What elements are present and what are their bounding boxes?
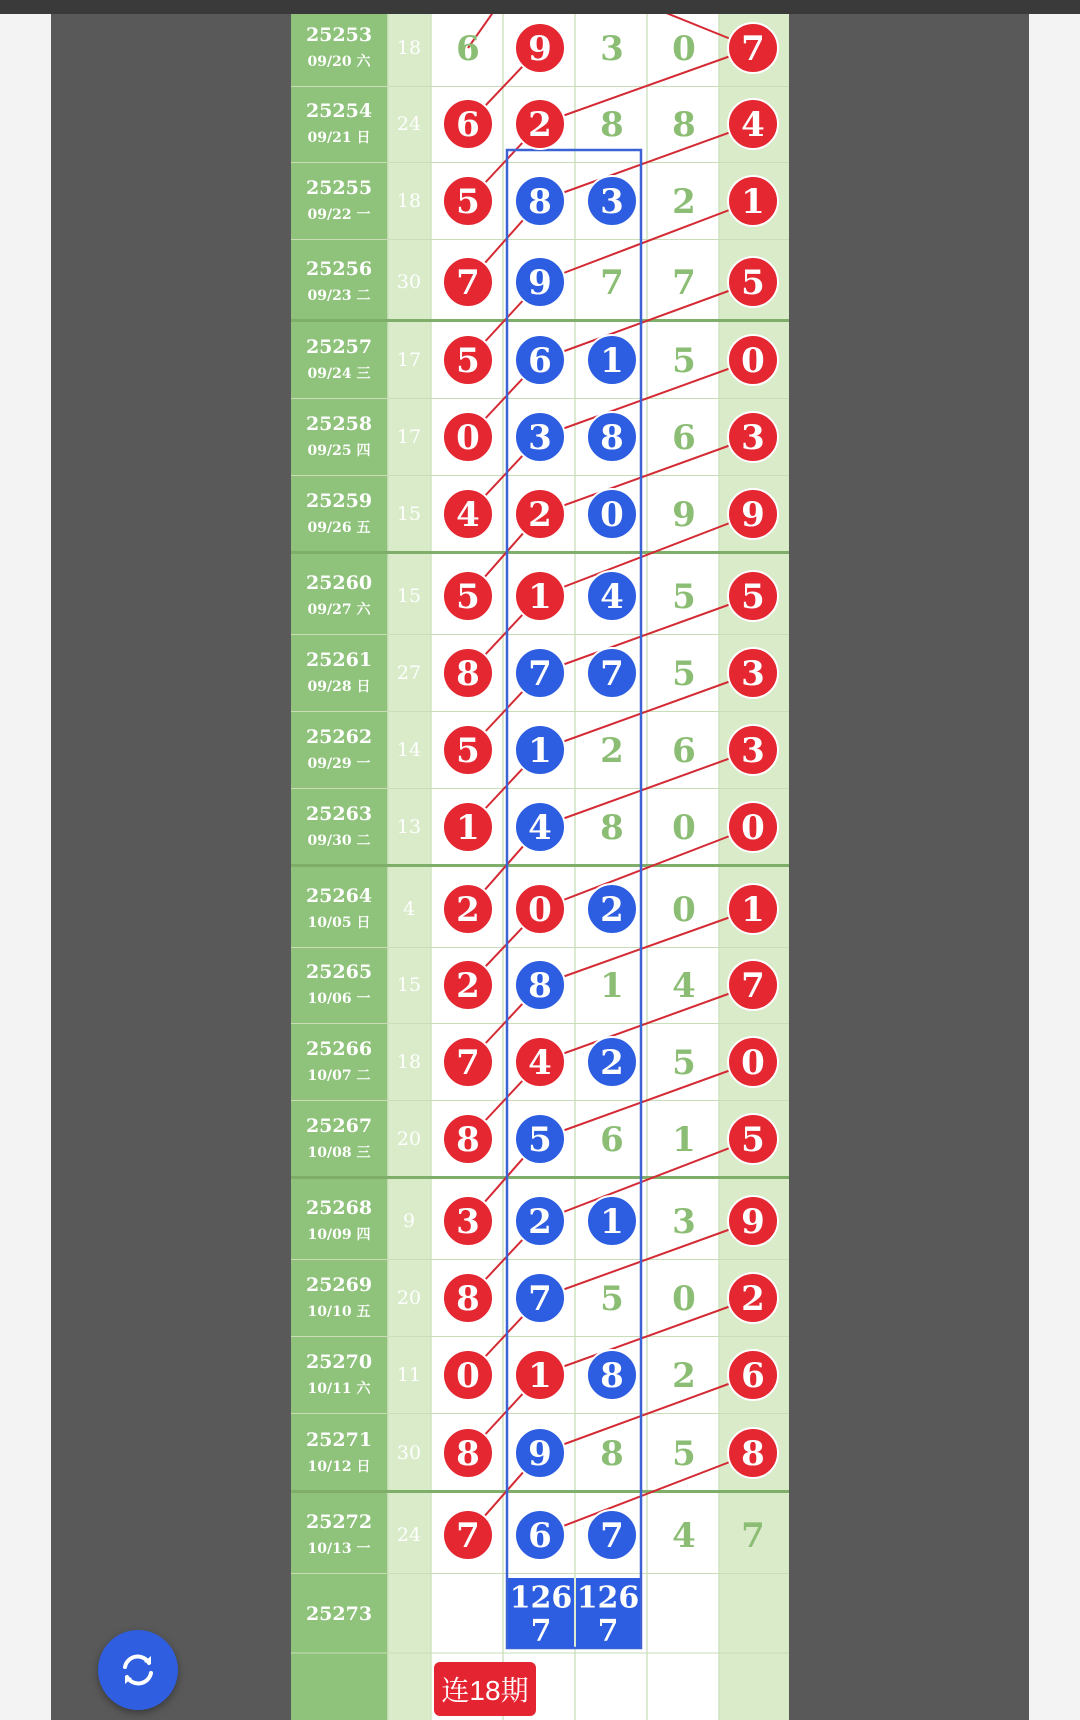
digit-value: 7 <box>600 263 624 303</box>
status-bar <box>0 0 1080 14</box>
digit-value: 5 <box>672 577 696 617</box>
issue-number: 25260 <box>305 572 373 594</box>
digit-value: 0 <box>672 1279 696 1319</box>
digit-value: 5 <box>672 341 696 381</box>
digit-value: 4 <box>672 1516 696 1556</box>
digit-value: 6 <box>600 1120 624 1160</box>
sum-value: 18 <box>396 1051 422 1073</box>
digit-value: 6 <box>672 731 696 771</box>
digit-value: 5 <box>672 1043 696 1083</box>
issue-number: 25269 <box>305 1274 373 1296</box>
ball-digit: 2 <box>528 495 552 535</box>
issue-date: 09/30 二 <box>307 833 371 849</box>
ball-digit: 9 <box>528 29 552 69</box>
ball-digit: 5 <box>528 1120 552 1160</box>
sum-value: 15 <box>396 974 422 996</box>
issue-number: 25265 <box>305 961 373 983</box>
ball-digit: 0 <box>528 890 552 930</box>
digit-value: 0 <box>672 29 696 69</box>
ball-digit: 7 <box>456 1043 480 1083</box>
ball-digit: 7 <box>600 1516 624 1556</box>
ball-digit: 5 <box>456 341 480 381</box>
issue-date: 09/28 日 <box>307 679 371 695</box>
ball-digit: 5 <box>456 731 480 771</box>
ball-digit: 7 <box>600 654 624 694</box>
ball-digit: 1 <box>456 808 480 848</box>
ball-digit: 6 <box>456 105 480 145</box>
digit-value: 3 <box>672 1202 696 1242</box>
ball-digit: 0 <box>741 1043 765 1083</box>
issue-date: 10/08 三 <box>307 1145 371 1161</box>
ball-digit: 7 <box>741 966 765 1006</box>
ball-digit: 8 <box>456 1120 480 1160</box>
ball-digit: 3 <box>456 1202 480 1242</box>
refresh-button[interactable] <box>98 1630 178 1710</box>
digit-value: 0 <box>672 808 696 848</box>
ball-digit: 5 <box>456 182 480 222</box>
digit-value: 2 <box>600 731 624 771</box>
ball-digit: 9 <box>741 495 765 535</box>
digit-value: 1 <box>672 1120 696 1160</box>
issue-number: 25262 <box>305 726 373 748</box>
issue-date: 09/25 四 <box>307 443 371 459</box>
ball-digit: 4 <box>528 1043 552 1083</box>
sum-value: 17 <box>396 426 422 448</box>
ball-digit: 2 <box>741 1279 765 1319</box>
ball-digit: 7 <box>741 29 765 69</box>
issue-number: 25263 <box>305 803 373 825</box>
ball-digit: 8 <box>456 1279 480 1319</box>
ball-digit: 0 <box>741 808 765 848</box>
digit-value: 5 <box>600 1279 624 1319</box>
ball-digit: 7 <box>456 263 480 303</box>
ball-digit: 3 <box>741 731 765 771</box>
sum-value: 13 <box>396 816 422 838</box>
ball-digit: 6 <box>528 1516 552 1556</box>
issue-date: 10/10 五 <box>307 1304 371 1320</box>
ball-digit: 1 <box>600 341 624 381</box>
issue-number: 25267 <box>305 1115 373 1137</box>
ball-digit: 3 <box>528 418 552 458</box>
sum-value: 24 <box>396 1524 422 1546</box>
issue-date: 09/24 三 <box>307 366 371 382</box>
prediction-text: 7 <box>530 1613 552 1649</box>
ball-digit: 2 <box>528 1202 552 1242</box>
issue-date: 10/07 二 <box>307 1068 371 1084</box>
digit-value: 9 <box>672 495 696 535</box>
ball-digit: 7 <box>528 1279 552 1319</box>
sum-value: 15 <box>396 503 422 525</box>
ball-digit: 0 <box>600 495 624 535</box>
ball-digit: 4 <box>600 577 624 617</box>
prediction-text: 126 <box>576 1580 640 1616</box>
digit-value: 2 <box>672 182 696 222</box>
issue-number: 25254 <box>305 100 373 122</box>
issue-date: 09/20 六 <box>307 54 371 70</box>
issue-date: 10/06 一 <box>307 991 371 1007</box>
ball-digit: 4 <box>528 808 552 848</box>
issue-date: 09/26 五 <box>307 520 371 536</box>
sum-value: 17 <box>396 349 422 371</box>
sum-value: 15 <box>396 585 422 607</box>
ball-digit: 9 <box>741 1202 765 1242</box>
ball-digit: 2 <box>600 890 624 930</box>
sum-value: 14 <box>396 739 422 761</box>
issue-date: 09/22 一 <box>307 207 371 223</box>
digit-value: 8 <box>600 1434 624 1474</box>
issue-date: 09/29 一 <box>307 756 371 772</box>
digit-value: 8 <box>600 105 624 145</box>
digit-value: 3 <box>600 29 624 69</box>
issue-date: 10/11 六 <box>307 1381 371 1397</box>
issue-date: 09/21 日 <box>307 130 371 146</box>
ball-digit: 5 <box>741 1120 765 1160</box>
ball-digit: 8 <box>456 1434 480 1474</box>
issue-date: 09/27 六 <box>307 602 371 618</box>
issue-number: 25264 <box>305 885 373 907</box>
ball-digit: 9 <box>528 1434 552 1474</box>
sum-value: 18 <box>396 37 422 59</box>
ball-digit: 0 <box>456 1356 480 1396</box>
ball-digit: 8 <box>741 1434 765 1474</box>
issue-date: 10/12 日 <box>307 1459 371 1475</box>
digit-value: 6 <box>456 29 480 69</box>
ball-digit: 1 <box>528 1356 552 1396</box>
issue-number: 25259 <box>305 490 373 512</box>
issue-number: 25258 <box>305 413 373 435</box>
prediction-text: 7 <box>597 1613 619 1649</box>
ball-digit: 7 <box>528 654 552 694</box>
issue-number: 25256 <box>305 258 373 280</box>
ball-digit: 4 <box>456 495 480 535</box>
ball-digit: 3 <box>741 654 765 694</box>
ball-digit: 3 <box>600 182 624 222</box>
ball-digit: 6 <box>528 341 552 381</box>
refresh-icon <box>116 1648 160 1692</box>
sum-value: 20 <box>396 1128 422 1150</box>
issue-date: 10/05 日 <box>307 915 371 931</box>
issue-number: 25257 <box>305 336 373 358</box>
digit-value: 8 <box>672 105 696 145</box>
ball-digit: 5 <box>741 263 765 303</box>
ball-digit: 9 <box>528 263 552 303</box>
trend-chart[interactable] <box>291 14 789 1720</box>
ball-digit: 1 <box>741 890 765 930</box>
ball-digit: 8 <box>600 1356 624 1396</box>
issue-number: 25273 <box>305 1603 373 1625</box>
ball-digit: 1 <box>741 182 765 222</box>
digit-value: 0 <box>672 890 696 930</box>
digit-value: 5 <box>672 1434 696 1474</box>
ball-digit: 6 <box>741 1356 765 1396</box>
ball-digit: 0 <box>741 341 765 381</box>
sum-value: 4 <box>402 898 416 920</box>
sum-value: 30 <box>396 1442 422 1464</box>
ball-digit: 5 <box>456 577 480 617</box>
issue-number: 25255 <box>305 177 373 199</box>
sum-value: 20 <box>396 1287 422 1309</box>
issue-number: 25272 <box>305 1511 373 1533</box>
prediction-text: 126 <box>509 1580 573 1616</box>
sum-value: 27 <box>396 662 422 684</box>
digit-value: 4 <box>672 966 696 1006</box>
ball-digit: 7 <box>456 1516 480 1556</box>
trend-grid <box>291 14 789 1720</box>
sum-value: 24 <box>396 113 422 135</box>
sum-value: 11 <box>396 1364 422 1386</box>
ball-digit: 1 <box>600 1202 624 1242</box>
sum-value: 30 <box>396 271 422 293</box>
issue-number: 25261 <box>305 649 373 671</box>
ball-digit: 0 <box>456 418 480 458</box>
ball-digit: 3 <box>741 418 765 458</box>
digit-value: 8 <box>600 808 624 848</box>
digit-value: 7 <box>672 263 696 303</box>
ball-digit: 2 <box>528 105 552 145</box>
ball-digit: 8 <box>528 182 552 222</box>
ball-digit: 8 <box>528 966 552 1006</box>
ball-digit: 2 <box>456 966 480 1006</box>
issue-date: 09/23 二 <box>307 288 371 304</box>
ball-digit: 8 <box>600 418 624 458</box>
digit-value: 1 <box>600 966 624 1006</box>
digit-value: 6 <box>672 418 696 458</box>
ball-digit: 5 <box>741 577 765 617</box>
issue-number: 25268 <box>305 1197 373 1219</box>
issue-number: 25253 <box>305 24 373 46</box>
issue-number: 25271 <box>305 1429 373 1451</box>
ball-digit: 4 <box>741 105 765 145</box>
streak-badge: 连18期 <box>434 1662 536 1716</box>
ball-digit: 2 <box>600 1043 624 1083</box>
sum-value: 18 <box>396 190 422 212</box>
issue-number: 25270 <box>305 1351 373 1373</box>
digit-value: 5 <box>672 654 696 694</box>
digit-value: 2 <box>672 1356 696 1396</box>
issue-date: 10/09 四 <box>307 1227 371 1243</box>
ball-digit: 8 <box>456 654 480 694</box>
ball-digit: 1 <box>528 731 552 771</box>
ball-digit: 1 <box>528 577 552 617</box>
digit-value: 7 <box>741 1516 765 1556</box>
issue-date: 10/13 一 <box>307 1541 371 1557</box>
sum-value: 9 <box>402 1210 416 1232</box>
issue-number: 25266 <box>305 1038 373 1060</box>
ball-digit: 2 <box>456 890 480 930</box>
